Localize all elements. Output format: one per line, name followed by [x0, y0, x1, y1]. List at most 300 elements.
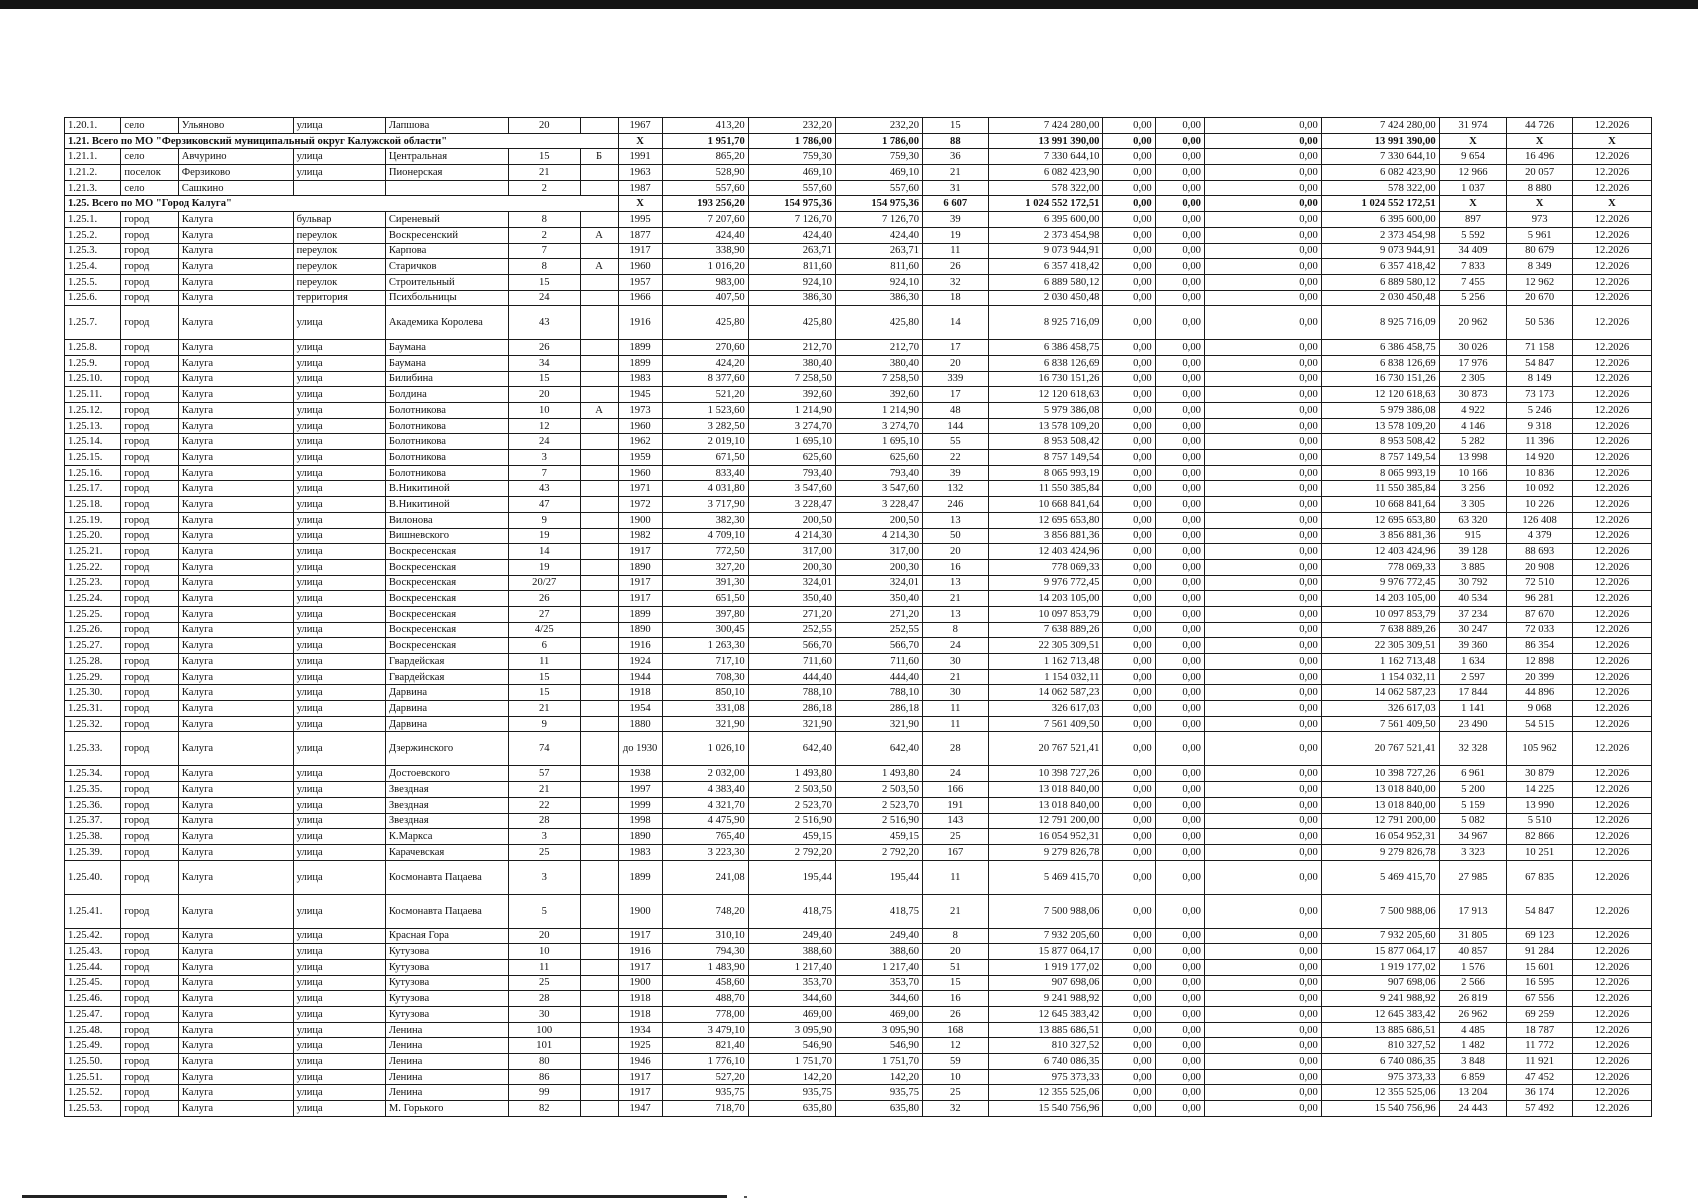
- cell-street-name: Воскресенская: [385, 606, 508, 622]
- cell-house-number: 9: [508, 716, 580, 732]
- cell-cost-per-sqm-max: 91 284: [1507, 944, 1573, 960]
- cell-total-cost: 13 018 840,00: [988, 782, 1103, 798]
- cell-house-number: 26: [508, 591, 580, 607]
- cell-house-number: 9: [508, 512, 580, 528]
- cell-area-living-premises: 424,40: [835, 227, 922, 243]
- cell-year-built: 1917: [618, 591, 662, 607]
- cell-completion-date: 12.2026: [1572, 180, 1651, 196]
- table-row: [65, 544, 1652, 560]
- cell-cost-fund: 0,00: [1103, 465, 1155, 481]
- cell-residents-count: 32: [923, 1101, 989, 1117]
- cell-street-type: улица: [293, 1022, 385, 1038]
- cell-cost-per-sqm-max: 9 068: [1507, 701, 1573, 717]
- cell-area-living: 2 792,20: [748, 844, 835, 860]
- table-row: [65, 844, 1652, 860]
- cell-year-built: 1934: [618, 1022, 662, 1038]
- cell-area-living-premises: 935,75: [835, 1085, 922, 1101]
- cell-house-letter: [580, 829, 618, 845]
- cell-row-number: 1.25.4.: [65, 259, 121, 275]
- table-row: [65, 813, 1652, 829]
- cell-cost-per-sqm-max: 8 349: [1507, 259, 1573, 275]
- cell-house-letter: [580, 450, 618, 466]
- cell-street-type: переулок: [293, 274, 385, 290]
- cell-area-living: 200,50: [748, 512, 835, 528]
- cell-house-number: 15: [508, 274, 580, 290]
- cell-area-living: 212,70: [748, 340, 835, 356]
- cell-cost-regional: 0,00: [1155, 928, 1204, 944]
- cell-residents-count: 51: [923, 959, 989, 975]
- cell-row-number: 1.25.16.: [65, 465, 121, 481]
- cell-cost-local: 0,00: [1204, 716, 1321, 732]
- cell-residents-count: 168: [923, 1022, 989, 1038]
- cell-area-living-premises: 154 975,36: [835, 196, 922, 212]
- cell-cost-regional: 0,00: [1155, 165, 1204, 181]
- cell-cost-local: 0,00: [1204, 196, 1321, 212]
- cell-house-number: 8: [508, 259, 580, 275]
- cell-row-number: 1.25.37.: [65, 813, 121, 829]
- cell-area-living-premises: 557,60: [835, 180, 922, 196]
- cell-settlement-type: село: [121, 149, 178, 165]
- cell-row-number: 1.25.28.: [65, 654, 121, 670]
- cell-area-living: 425,80: [748, 306, 835, 340]
- cell-completion-date: 12.2026: [1572, 118, 1651, 134]
- cell-total-area: 1 776,10: [662, 1054, 748, 1070]
- cell-settlement-name: Калуга: [178, 928, 293, 944]
- cell-street-name: Гвардейская: [385, 669, 508, 685]
- total-row: [65, 133, 1652, 149]
- cell-settlement-type: город: [121, 1007, 178, 1023]
- cell-row-number: 1.25.14.: [65, 434, 121, 450]
- cell-total-cost: 578 322,00: [988, 180, 1103, 196]
- cell-cost-fund: 0,00: [1103, 403, 1155, 419]
- cell-cost-per-sqm-max: 67 835: [1507, 860, 1573, 894]
- cell-settlement-name: Калуга: [178, 894, 293, 928]
- cell-residents-count: 15: [923, 975, 989, 991]
- cell-residents-count: 36: [923, 149, 989, 165]
- cell-residents-count: 11: [923, 860, 989, 894]
- cell-house-letter: [580, 716, 618, 732]
- cell-cost-per-sqm-max: Х: [1507, 196, 1573, 212]
- cell-settlement-name: Калуга: [178, 1054, 293, 1070]
- cell-street-type: улица: [293, 1101, 385, 1117]
- cell-row-number: 1.25.41.: [65, 894, 121, 928]
- cell-cost-owners: 13 991 390,00: [1321, 133, 1439, 149]
- cell-cost-regional: 0,00: [1155, 481, 1204, 497]
- cell-area-living: 788,10: [748, 685, 835, 701]
- cell-year-built: 1997: [618, 782, 662, 798]
- cell-year-built: 1960: [618, 259, 662, 275]
- cell-residents-count: 20: [923, 944, 989, 960]
- cell-total-cost: 14 062 587,23: [988, 685, 1103, 701]
- table-row: [65, 638, 1652, 654]
- cell-settlement-type: город: [121, 371, 178, 387]
- cell-area-living: 350,40: [748, 591, 835, 607]
- cell-house-number: 21: [508, 782, 580, 798]
- cell-area-living: 444,40: [748, 669, 835, 685]
- cell-area-living: 388,60: [748, 944, 835, 960]
- cell-street-name: Ленина: [385, 1038, 508, 1054]
- cell-settlement-name: Калуга: [178, 1069, 293, 1085]
- cell-cost-regional: 0,00: [1155, 465, 1204, 481]
- cell-year-built: 1946: [618, 1054, 662, 1070]
- cell-completion-date: 12.2026: [1572, 1038, 1651, 1054]
- cell-row-number: 1.25.33.: [65, 732, 121, 766]
- cell-year-built: 1917: [618, 1069, 662, 1085]
- cell-street-name: Билибина: [385, 371, 508, 387]
- cell-house-number: 25: [508, 844, 580, 860]
- cell-completion-date: 12.2026: [1572, 212, 1651, 228]
- cell-area-living-premises: 759,30: [835, 149, 922, 165]
- cell-year-built: 1991: [618, 149, 662, 165]
- cell-year-built: 1962: [618, 434, 662, 450]
- cell-settlement-name: Калуга: [178, 606, 293, 622]
- cell-row-number: 1.25.42.: [65, 928, 121, 944]
- cell-settlement-name: Калуга: [178, 782, 293, 798]
- cell-area-living-premises: 1 695,10: [835, 434, 922, 450]
- cell-settlement-name: Калуга: [178, 860, 293, 894]
- cell-cost-local: 0,00: [1204, 959, 1321, 975]
- cell-area-living-premises: 425,80: [835, 306, 922, 340]
- cell-cost-local: 0,00: [1204, 1085, 1321, 1101]
- cell-cost-per-sqm-limit: 13 998: [1439, 450, 1507, 466]
- table-row: [65, 959, 1652, 975]
- cell-cost-owners: 6 386 458,75: [1321, 340, 1439, 356]
- cell-total-cost: 975 373,33: [988, 1069, 1103, 1085]
- table-row: [65, 782, 1652, 798]
- cell-settlement-name: Калуга: [178, 701, 293, 717]
- cell-residents-count: 32: [923, 274, 989, 290]
- cell-street-name: Космонавта Пацаева: [385, 894, 508, 928]
- cell-area-living: 392,60: [748, 387, 835, 403]
- cell-settlement-type: город: [121, 991, 178, 1007]
- cell-settlement-type: город: [121, 701, 178, 717]
- cell-cost-fund: 0,00: [1103, 196, 1155, 212]
- cell-settlement-type: город: [121, 1101, 178, 1117]
- cell-cost-local: 0,00: [1204, 894, 1321, 928]
- cell-cost-local: 0,00: [1204, 528, 1321, 544]
- cell-area-living: 249,40: [748, 928, 835, 944]
- table-row: [65, 606, 1652, 622]
- cell-cost-per-sqm-limit: 3 305: [1439, 497, 1507, 513]
- cell-cost-fund: 0,00: [1103, 450, 1155, 466]
- cell-cost-owners: 10 097 853,79: [1321, 606, 1439, 622]
- cell-area-living: 386,30: [748, 290, 835, 306]
- cell-total-area: 2 019,10: [662, 434, 748, 450]
- cell-cost-fund: 0,00: [1103, 340, 1155, 356]
- cell-cost-fund: 0,00: [1103, 528, 1155, 544]
- cell-cost-regional: 0,00: [1155, 212, 1204, 228]
- cell-house-number: 30: [508, 1007, 580, 1023]
- cell-year-built: 1967: [618, 118, 662, 134]
- cell-street-name: Старичков: [385, 259, 508, 275]
- cell-cost-owners: 7 932 205,60: [1321, 928, 1439, 944]
- cell-settlement-type: город: [121, 782, 178, 798]
- cell-cost-regional: 0,00: [1155, 512, 1204, 528]
- cell-area-living: 546,90: [748, 1038, 835, 1054]
- cell-street-type: улица: [293, 528, 385, 544]
- cell-cost-per-sqm-max: 50 536: [1507, 306, 1573, 340]
- cell-street-name: Ленина: [385, 1085, 508, 1101]
- cell-settlement-name: Калуга: [178, 638, 293, 654]
- cell-cost-regional: 0,00: [1155, 1054, 1204, 1070]
- cell-street-name: М. Горького: [385, 1101, 508, 1117]
- cell-cost-fund: 0,00: [1103, 1022, 1155, 1038]
- cell-cost-per-sqm-limit: 3 323: [1439, 844, 1507, 860]
- cell-total-area: 983,00: [662, 274, 748, 290]
- cell-cost-regional: 0,00: [1155, 1007, 1204, 1023]
- cell-cost-owners: 7 424 280,00: [1321, 118, 1439, 134]
- cell-cost-per-sqm-limit: 26 819: [1439, 991, 1507, 1007]
- cell-year-built: 1917: [618, 1085, 662, 1101]
- cell-street-type: улица: [293, 944, 385, 960]
- cell-house-letter: [580, 274, 618, 290]
- cell-cost-per-sqm-max: 82 866: [1507, 829, 1573, 845]
- cell-area-living-premises: 546,90: [835, 1038, 922, 1054]
- cell-street-name: Звездная: [385, 813, 508, 829]
- cell-cost-owners: 8 757 149,54: [1321, 450, 1439, 466]
- cell-cost-local: 0,00: [1204, 180, 1321, 196]
- cell-row-number: 1.25.44.: [65, 959, 121, 975]
- cell-street-name: Карпова: [385, 243, 508, 259]
- table-row: [65, 654, 1652, 670]
- cell-total-cost: 15 540 756,96: [988, 1101, 1103, 1117]
- cell-settlement-name: Калуга: [178, 227, 293, 243]
- cell-residents-count: 21: [923, 894, 989, 928]
- cell-cost-regional: 0,00: [1155, 306, 1204, 340]
- cell-cost-owners: 2 030 450,48: [1321, 290, 1439, 306]
- cell-house-number: 12: [508, 418, 580, 434]
- cell-house-number: 80: [508, 1054, 580, 1070]
- cell-row-number: 1.25.9.: [65, 355, 121, 371]
- cell-completion-date: 12.2026: [1572, 654, 1651, 670]
- cell-year-built: Х: [618, 196, 662, 212]
- cell-street-type: улица: [293, 371, 385, 387]
- cell-cost-per-sqm-max: 16 496: [1507, 149, 1573, 165]
- cell-settlement-type: город: [121, 355, 178, 371]
- cell-settlement-name: Калуга: [178, 669, 293, 685]
- cell-row-number: 1.25.46.: [65, 991, 121, 1007]
- cell-cost-local: 0,00: [1204, 654, 1321, 670]
- cell-row-number: 1.25.1.: [65, 212, 121, 228]
- cell-year-built: 1973: [618, 403, 662, 419]
- cell-completion-date: 12.2026: [1572, 1069, 1651, 1085]
- cell-settlement-type: город: [121, 928, 178, 944]
- cell-cost-owners: 13 018 840,00: [1321, 782, 1439, 798]
- cell-total-cost: 6 357 418,42: [988, 259, 1103, 275]
- cell-year-built: 1890: [618, 829, 662, 845]
- cell-cost-per-sqm-limit: 17 976: [1439, 355, 1507, 371]
- cell-area-living: 344,60: [748, 991, 835, 1007]
- table-row: [65, 575, 1652, 591]
- cell-cost-per-sqm-limit: 26 962: [1439, 1007, 1507, 1023]
- total-label: 1.25. Всего по МО "Город Калуга": [65, 196, 619, 212]
- cell-residents-count: 13: [923, 606, 989, 622]
- cell-cost-per-sqm-limit: 2 566: [1439, 975, 1507, 991]
- cell-cost-owners: 8 065 993,19: [1321, 465, 1439, 481]
- cell-cost-fund: 0,00: [1103, 928, 1155, 944]
- cell-street-name: Дзержинского: [385, 732, 508, 766]
- cell-cost-regional: 0,00: [1155, 813, 1204, 829]
- cell-cost-per-sqm-limit: 5 159: [1439, 797, 1507, 813]
- cell-street-type: улица: [293, 1069, 385, 1085]
- cell-cost-owners: 9 976 772,45: [1321, 575, 1439, 591]
- cell-total-area: 521,20: [662, 387, 748, 403]
- cell-total-cost: 778 069,33: [988, 559, 1103, 575]
- cell-area-living: 424,40: [748, 227, 835, 243]
- cell-house-letter: [580, 528, 618, 544]
- cell-total-cost: 12 645 383,42: [988, 1007, 1103, 1023]
- cell-total-area: 2 032,00: [662, 766, 748, 782]
- cell-settlement-name: Калуга: [178, 844, 293, 860]
- cell-row-number: 1.25.20.: [65, 528, 121, 544]
- cell-total-area: 425,80: [662, 306, 748, 340]
- cell-cost-local: 0,00: [1204, 575, 1321, 591]
- cell-cost-fund: 0,00: [1103, 259, 1155, 275]
- cell-cost-regional: 0,00: [1155, 797, 1204, 813]
- cell-cost-fund: 0,00: [1103, 782, 1155, 798]
- cell-total-area: 1 483,90: [662, 959, 748, 975]
- table-row: [65, 766, 1652, 782]
- cell-house-number: 11: [508, 959, 580, 975]
- cell-street-name: Баумана: [385, 355, 508, 371]
- cell-cost-regional: 0,00: [1155, 1022, 1204, 1038]
- cell-year-built: 1917: [618, 243, 662, 259]
- cell-area-living-premises: 286,18: [835, 701, 922, 717]
- cell-residents-count: 15: [923, 118, 989, 134]
- cell-area-living: 469,00: [748, 1007, 835, 1023]
- cell-area-living-premises: 566,70: [835, 638, 922, 654]
- cell-row-number: 1.25.32.: [65, 716, 121, 732]
- cell-year-built: 1916: [618, 944, 662, 960]
- cell-residents-count: 13: [923, 575, 989, 591]
- cell-cost-per-sqm-limit: Х: [1439, 196, 1507, 212]
- cell-house-number: 14: [508, 544, 580, 560]
- cell-area-living-premises: 232,20: [835, 118, 922, 134]
- cell-row-number: 1.25.19.: [65, 512, 121, 528]
- cell-settlement-name: Калуга: [178, 355, 293, 371]
- cell-row-number: 1.20.1.: [65, 118, 121, 134]
- cell-cost-per-sqm-max: 20 057: [1507, 165, 1573, 181]
- cell-cost-regional: 0,00: [1155, 959, 1204, 975]
- cell-year-built: 1899: [618, 860, 662, 894]
- cell-year-built: 1880: [618, 716, 662, 732]
- cell-completion-date: 12.2026: [1572, 701, 1651, 717]
- cell-settlement-name: Калуга: [178, 403, 293, 419]
- cell-street-type: переулок: [293, 259, 385, 275]
- cell-street-type: улица: [293, 418, 385, 434]
- cell-total-cost: 13 578 109,20: [988, 418, 1103, 434]
- cell-cost-fund: 0,00: [1103, 654, 1155, 670]
- cell-residents-count: 339: [923, 371, 989, 387]
- cell-street-name: Болотникова: [385, 434, 508, 450]
- cell-settlement-type: город: [121, 559, 178, 575]
- cell-area-living-premises: 344,60: [835, 991, 922, 1007]
- cell-area-living: 2 503,50: [748, 782, 835, 798]
- cell-area-living: 3 228,47: [748, 497, 835, 513]
- cell-cost-regional: 0,00: [1155, 180, 1204, 196]
- cell-cost-per-sqm-max: 47 452: [1507, 1069, 1573, 1085]
- cell-area-living: 4 214,30: [748, 528, 835, 544]
- cell-house-number: 86: [508, 1069, 580, 1085]
- cell-area-living-premises: 7 126,70: [835, 212, 922, 228]
- cell-cost-per-sqm-max: 14 225: [1507, 782, 1573, 798]
- cell-cost-per-sqm-max: 10 092: [1507, 481, 1573, 497]
- cell-residents-count: 16: [923, 559, 989, 575]
- cell-row-number: 1.25.50.: [65, 1054, 121, 1070]
- cell-cost-regional: 0,00: [1155, 450, 1204, 466]
- cell-settlement-type: город: [121, 732, 178, 766]
- table-row: [65, 716, 1652, 732]
- cell-area-living: 625,60: [748, 450, 835, 466]
- cell-house-number: 15: [508, 669, 580, 685]
- cell-cost-regional: 0,00: [1155, 528, 1204, 544]
- cell-cost-per-sqm-limit: 37 234: [1439, 606, 1507, 622]
- cell-cost-owners: 12 791 200,00: [1321, 813, 1439, 829]
- cell-house-letter: [580, 975, 618, 991]
- table-row: [65, 434, 1652, 450]
- cell-completion-date: 12.2026: [1572, 669, 1651, 685]
- cell-cost-per-sqm-limit: 12 966: [1439, 165, 1507, 181]
- cell-street-type: улица: [293, 306, 385, 340]
- cell-cost-local: 0,00: [1204, 465, 1321, 481]
- cell-total-cost: 6 889 580,12: [988, 274, 1103, 290]
- cell-row-number: 1.25.24.: [65, 591, 121, 607]
- cell-cost-local: 0,00: [1204, 844, 1321, 860]
- cell-total-area: 8 377,60: [662, 371, 748, 387]
- cell-total-cost: 9 279 826,78: [988, 844, 1103, 860]
- cell-cost-owners: 1 154 032,11: [1321, 669, 1439, 685]
- cell-residents-count: 39: [923, 465, 989, 481]
- cell-cost-fund: 0,00: [1103, 732, 1155, 766]
- cell-row-number: 1.25.3.: [65, 243, 121, 259]
- table-row: [65, 1038, 1652, 1054]
- cell-cost-fund: 0,00: [1103, 975, 1155, 991]
- cell-house-number: 21: [508, 165, 580, 181]
- cell-cost-fund: 0,00: [1103, 243, 1155, 259]
- cell-total-cost: 9 073 944,91: [988, 243, 1103, 259]
- cell-area-living: 557,60: [748, 180, 835, 196]
- table-row: [65, 180, 1652, 196]
- cell-house-number: 26: [508, 340, 580, 356]
- cell-cost-fund: 0,00: [1103, 944, 1155, 960]
- cell-row-number: 1.25.23.: [65, 575, 121, 591]
- cell-cost-fund: 0,00: [1103, 133, 1155, 149]
- cell-cost-per-sqm-max: Х: [1507, 133, 1573, 149]
- cell-cost-regional: 0,00: [1155, 944, 1204, 960]
- cell-cost-regional: 0,00: [1155, 766, 1204, 782]
- cell-house-number: 3: [508, 450, 580, 466]
- cell-residents-count: 20: [923, 544, 989, 560]
- cell-settlement-type: город: [121, 306, 178, 340]
- cell-area-living: 7 258,50: [748, 371, 835, 387]
- cell-cost-per-sqm-max: 5 510: [1507, 813, 1573, 829]
- cell-completion-date: 12.2026: [1572, 544, 1651, 560]
- cell-cost-regional: 0,00: [1155, 1038, 1204, 1054]
- cell-cost-fund: 0,00: [1103, 180, 1155, 196]
- cell-completion-date: 12.2026: [1572, 829, 1651, 845]
- cell-total-cost: 15 877 064,17: [988, 944, 1103, 960]
- cell-settlement-type: город: [121, 212, 178, 228]
- cell-area-living: 380,40: [748, 355, 835, 371]
- cell-total-area: 3 282,50: [662, 418, 748, 434]
- cell-cost-owners: 6 889 580,12: [1321, 274, 1439, 290]
- cell-year-built: 1999: [618, 797, 662, 813]
- cell-row-number: 1.25.30.: [65, 685, 121, 701]
- cell-settlement-name: Калуга: [178, 797, 293, 813]
- cell-cost-owners: 6 082 423,90: [1321, 165, 1439, 181]
- cell-total-cost: 11 550 385,84: [988, 481, 1103, 497]
- cell-street-type: переулок: [293, 243, 385, 259]
